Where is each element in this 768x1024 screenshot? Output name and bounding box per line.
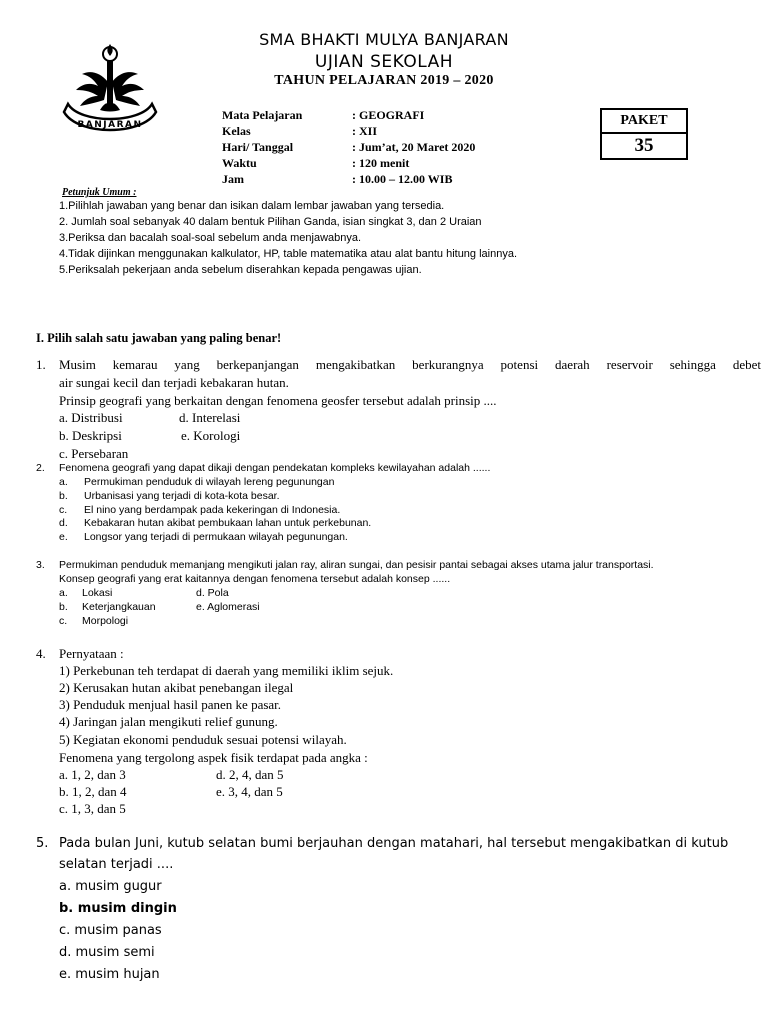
- instruction-item: 1.Pilihlah jawaban yang benar dan isikan dalam lembar jawaban yang tersedia.: [59, 200, 445, 212]
- q3-option-letter: a.: [59, 587, 68, 599]
- q1-option-c[interactable]: c. Persebaran: [59, 446, 129, 461]
- info-label-class: Kelas: [222, 124, 251, 138]
- info-label-time: Jam: [222, 172, 244, 186]
- q3-option-e[interactable]: e. Aglomerasi: [196, 601, 260, 613]
- q1-option-a[interactable]: a. Distribusi: [59, 410, 123, 425]
- q2-option-letter: b.: [59, 490, 68, 502]
- q2-option-letter: a.: [59, 476, 68, 488]
- instructions-title: Petunjuk Umum :: [62, 187, 137, 198]
- q3-option-c[interactable]: Morpologi: [82, 615, 129, 627]
- q3-text-line2: Konsep geografi yang erat kaitannya dengan fenomena tersebut adalah konsep ......: [59, 573, 451, 585]
- info-label-duration: Waktu: [222, 156, 257, 170]
- info-value-class: : XII: [352, 124, 378, 138]
- q1-option-b[interactable]: b. Deskripsi: [59, 428, 122, 443]
- q2-option-b[interactable]: Urbanisasi yang terjadi di kota-kota besar.: [84, 490, 280, 502]
- info-value-subject: : GEOGRAFI: [352, 108, 425, 122]
- q2-option-a[interactable]: Permukiman penduduk di wilayah lereng pegunungan: [84, 476, 335, 488]
- q1-option-e[interactable]: e. Korologi: [181, 428, 241, 443]
- q2-number: 2.: [36, 462, 45, 474]
- section-title: I. Pilih salah satu jawaban yang paling benar!: [36, 331, 282, 345]
- q4-statement: 5) Kegiatan ekonomi penduduk sesuai potensi wilayah.: [59, 732, 347, 747]
- q4-statement: 1) Perkebunan teh terdapat di daerah yang memiliki iklim sejuk.: [59, 663, 394, 678]
- info-label-subject: Mata Pelajaran: [222, 108, 303, 122]
- q1-text-line1: Musim kemarau yang berkepanjangan mengakibatkan berkurangnya potensi daerah reservoir sehingga debet: [59, 357, 761, 372]
- q4-option-c[interactable]: c. 1, 3, dan 5: [59, 801, 126, 816]
- q2-option-e[interactable]: Longsor yang terjadi di permukaan wilayah pegunungan.: [84, 531, 348, 543]
- q3-number: 3.: [36, 559, 45, 571]
- q4-option-b[interactable]: b. 1, 2, dan 4: [59, 784, 127, 799]
- paket-label: PAKET: [602, 110, 686, 134]
- q5-text-line1: Pada bulan Juni, kutub selatan bumi berjauhan dengan matahari, hal tersebut mengakibatkan di kutub: [59, 836, 729, 851]
- q4-statement: 4) Jaringan jalan mengikuti relief gunung.: [59, 714, 278, 729]
- q5-option-c[interactable]: c. musim panas: [59, 923, 162, 938]
- q4-option-a[interactable]: a. 1, 2, dan 3: [59, 767, 126, 782]
- q1-text-line2: air sungai kecil dan terjadi kebakaran hutan.: [59, 375, 289, 390]
- exam-title: UJIAN SEKOLAH: [314, 52, 454, 72]
- info-label-date: Hari/ Tanggal: [222, 140, 294, 154]
- instruction-item: 5.Periksalah pekerjaan anda sebelum diserahkan kepada pengawas ujian.: [59, 264, 422, 276]
- info-value-time: : 10.00 – 12.00 WIB: [352, 172, 453, 186]
- q4-question: Fenomena yang tergolong aspek fisik terdapat pada angka :: [59, 750, 368, 765]
- academic-year: TAHUN PELAJARAN 2019 – 2020: [274, 73, 494, 88]
- q2-option-letter: c.: [59, 504, 68, 516]
- q5-option-a[interactable]: a. musim gugur: [59, 879, 162, 894]
- q5-number: 5.: [36, 836, 49, 851]
- paket-number: 35: [634, 135, 654, 156]
- q3-option-b[interactable]: Keterjangkauan: [82, 601, 156, 613]
- q1-text-line3: Prinsip geografi yang berkaitan dengan fenomena geosfer tersebut adalah prinsip ....: [59, 393, 497, 408]
- q4-option-d[interactable]: d. 2, 4, dan 5: [216, 767, 284, 782]
- q4-statement: 3) Penduduk menjual hasil panen ke pasar.: [59, 697, 282, 712]
- paket-box: [600, 108, 688, 160]
- q2-option-d[interactable]: Kebakaran hutan akibat pembukaan lahan untuk perkebunan.: [84, 517, 372, 529]
- q3-option-d[interactable]: d. Pola: [196, 587, 229, 599]
- q4-statement: 2) Kerusakan hutan akibat penebangan ilegal: [59, 680, 294, 695]
- q4-title: Pernyataan :: [59, 646, 124, 661]
- q4-option-e[interactable]: e. 3, 4, dan 5: [216, 784, 283, 799]
- q5-option-e[interactable]: e. musim hujan: [59, 967, 160, 982]
- q2-option-letter: d.: [59, 517, 68, 529]
- q3-option-letter: c.: [59, 615, 68, 627]
- q2-option-c[interactable]: El nino yang berdampak pada kekeringan di Indonesia.: [84, 504, 341, 516]
- q3-option-a[interactable]: Lokasi: [82, 587, 113, 599]
- q2-text: Fenomena geografi yang dapat dikaji dengan pendekatan kompleks kewilayahan adalah ......: [59, 462, 491, 474]
- q3-text-line1: Permukiman penduduk memanjang mengikuti jalan ray, aliran sungai, dan pesisir pantai sebagai akses utama jalur transportasi.: [59, 559, 654, 571]
- school-logo: [60, 32, 160, 142]
- q3-option-letter: b.: [59, 601, 68, 613]
- q1-option-d[interactable]: d. Interelasi: [179, 410, 241, 425]
- logo-banner-text: BANJARAN: [77, 120, 143, 130]
- instruction-item: 4.Tidak dijinkan menggunakan kalkulator, HP, table matematika atau alat bantu hitung lainnya.: [59, 248, 518, 260]
- q5-option-b[interactable]: b. musim dingin: [59, 901, 177, 916]
- info-value-date: : Jum’at, 20 Maret 2020: [352, 140, 476, 154]
- instruction-item: 3.Periksa dan bacalah soal-soal sebelum anda menjawabnya.: [59, 232, 362, 244]
- info-value-duration: : 120 menit: [352, 156, 410, 170]
- q5-text-line2: selatan terjadi ....: [59, 857, 174, 872]
- q2-option-letter: e.: [59, 531, 68, 543]
- instruction-item: 2. Jumlah soal sebanyak 40 dalam bentuk Pilihan Ganda, isian singkat 3, dan 2 Uraian: [59, 216, 482, 228]
- school-name: SMA BHAKTI MULYA BANJARAN: [259, 30, 509, 49]
- q5-option-d[interactable]: d. musim semi: [59, 945, 155, 960]
- q1-number: 1.: [36, 357, 46, 372]
- q4-number: 4.: [36, 646, 46, 661]
